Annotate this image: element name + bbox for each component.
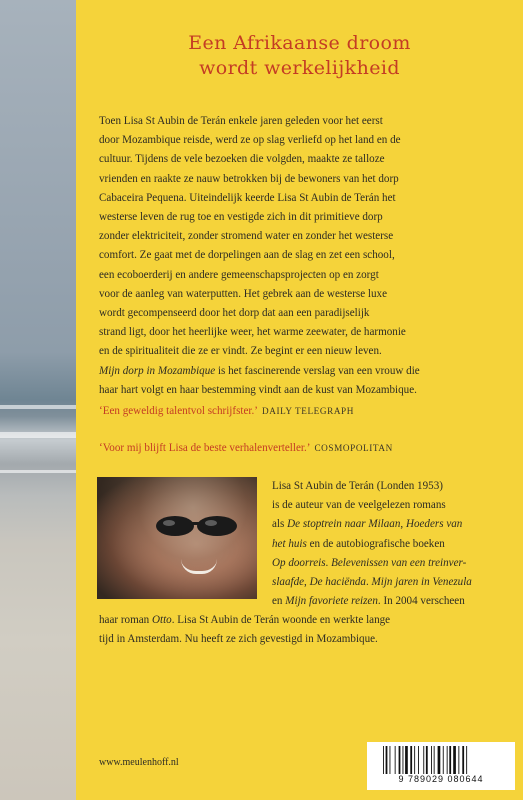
beach-photo-strip (0, 0, 76, 800)
quote-text: ‘Voor mij blijft Lisa de beste verhalenverteller.’ (99, 442, 311, 454)
blurb-line: Cabaceira Pequena. Uiteindelijk keerde Lisa St Aubin de Terán het (99, 191, 396, 204)
blurb-line: door Mozambique reisde, werd ze op slag verliefd op het land en de (99, 134, 401, 147)
barcode-bars (381, 746, 501, 776)
blurb-line: cultuur. Tijdens de vele bezoeken die volgden, maakte ze talloze (99, 153, 385, 166)
quote-source: DAILY TELEGRAPH (261, 406, 355, 416)
publisher-website[interactable]: www.meulenhoff.nl (99, 757, 179, 768)
blurb-text (99, 112, 511, 400)
author-bio-continued: haar roman Otto. Lisa St Aubin de Terán woonde en werkte lange tijd in Amsterdam. Nu heeft ze zich gevestigd in Mozambique. (99, 614, 391, 646)
blurb-line: en de spiritualiteit die ze er vindt. Ze begint er een nieuw leven. (99, 345, 382, 358)
press-quote (99, 403, 511, 419)
blurb-line: wordt gecompenseerd door het dorp dat aan een paradijselijk (99, 307, 370, 320)
book-title: Mijn dorp in Mozambique (99, 364, 216, 377)
cover-heading (76, 31, 523, 81)
blurb-line: voor de aanleg van waterputten. Het gebrek aan de westerse luxe (99, 287, 388, 300)
author-photo (97, 477, 257, 599)
quote-source: COSMOPOLITAN (314, 443, 393, 453)
blurb-line: zonder elektriciteit, zonder stromend water en zonder het westerse (99, 230, 394, 243)
quote-text: ‘Een geweldig talentvol schrijfster.’ (99, 405, 258, 417)
blurb-line: westerse leven de rug toe en vestigde zich in dit primitieve dorp (99, 211, 383, 224)
heading-line-2: wordt werkelijkheid (199, 57, 400, 79)
blurb-line: haar hart volgt en haar bestemming vindt aan de kust van Mozambique. (99, 383, 417, 396)
heading-line-1: Een Afrikaanse droom (188, 32, 411, 54)
blurb-line: strand ligt, door het heerlijke weer, het warme zeewater, de harmonie (99, 326, 406, 339)
blurb-line: Mijn dorp in Mozambique is het fascinerende verslag van een vrouw die (99, 364, 420, 377)
blurb-line: Toen Lisa St Aubin de Terán enkele jaren geleden voor het eerst (99, 115, 383, 127)
isbn-barcode (367, 742, 515, 790)
author-bio: Lisa St Aubin de Terán (Londen 1953) is de auteur van de veelgelezen romans als De stoptrein naar Milaan, Hoeders van het huis en de autobiografische boeken Op doorreis. Belevenissen van een treinver- slaafde, De haciënda. Mijn jaren in Venezula en Mijn favoriete reizen. In 2004 verscheen (272, 480, 472, 608)
isbn-number: 9 789029 080644 (398, 774, 484, 784)
blurb-line: comfort. Ze gaat met de dorpelingen aan de slag en zet een school, (99, 249, 395, 262)
blurb-line: een ecoboerderij en andere gemeenschapsprojecten op en zorgt (99, 268, 379, 281)
press-quote (99, 440, 511, 456)
blurb-line: vrienden en raakte ze nauw betrokken bij de bewoners van het dorp (99, 172, 399, 185)
